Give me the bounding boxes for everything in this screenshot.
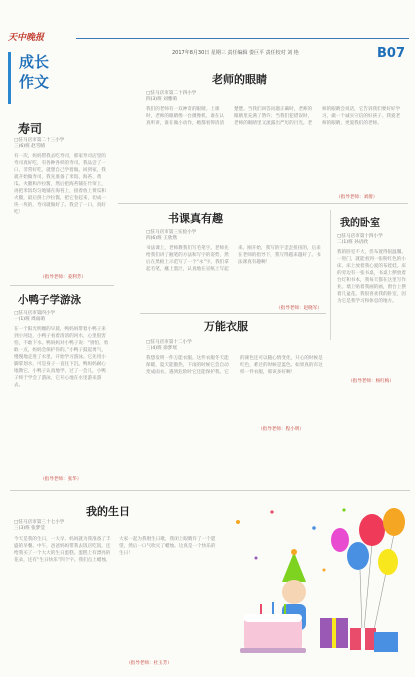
article-title-kaleidoscope: 万能衣服 xyxy=(204,320,248,333)
article-byline-teacher-eyes: □驻马店市第二十四小学 四(3)班 刘雅萌 xyxy=(146,91,197,102)
article-title-bookshelf: 书课真有趣 xyxy=(168,212,223,225)
balloons-decoration xyxy=(331,508,405,630)
article-title-duck: 小鸭子学游泳 xyxy=(18,294,81,306)
article-title-shousi: 寿司 xyxy=(18,122,43,136)
article-body-shousi: 有一次，妈妈带我去吃寿司，那家寿司店里的寿司真好吃，有各种各样的寿司。我品尝了一口，非常好吃，就想自己学着做。回到家，我就开始做寿司，我先准备了米饭、海苔、黄瓜、火腿和沙拉酱，然后把海苔铺在竹帘上，再把米饭均匀地铺在海苔上，接着放上黄瓜和火腿，最后挤上沙拉酱，把它卷起来，切成一块一块的，寿司就做好了。我尝了一口，真好吃！ xyxy=(14,154,106,215)
article-teacher-bedroom: （指导老师：杨红梅） xyxy=(348,379,394,384)
article-byline-birthday: □驻马店市第三十七小学 三(3)班 张梦莹 xyxy=(14,520,65,531)
article-body-teacher-eyes: 我们的老师有一双神奇的眼睛。上课时，老师的眼睛像一台摄像机，谁在认真听讲，谁在做小动作，她都看得清清楚楚。当我们回答问题正确时，老师的眼睛里充满了赞许；当我们犯错误时，老师的眼睛里又流露出严厉的目光。老师的眼睛会说话，它告诉我们要好好学习，做一个诚实守信的好孩子。我爱老师的眼睛，更爱我们的老师。 xyxy=(146,107,401,126)
section-label xyxy=(8,52,69,104)
page-number: B07 xyxy=(377,46,405,61)
header-rule xyxy=(76,38,409,39)
article-byline-bedroom: □驻马店市第十四小学 二(1)班 孙语欣 xyxy=(337,234,383,245)
gift-boxes-decoration xyxy=(320,618,398,652)
section-label-line-2: 作文 xyxy=(19,73,50,91)
article-teacher-duck: （指导老师：张华） xyxy=(40,477,82,482)
article-body-kaleidoscope: 我想发明一件万能衣服。这件衣服冬天能保暖，夏天能散热，下雨的时候它会自动变成雨衣，遇到危险时它还能保护我。它的颜色还可以随心情变化，开心的时候是红色，难过的时候是蓝色。如果真的有这样一件衣服，那该多好啊！ xyxy=(146,356,323,375)
article-teacher-teacher-eyes: （指导老师：刘倩） xyxy=(336,195,378,200)
section-divider xyxy=(10,490,410,491)
birthday-illustration xyxy=(224,500,408,672)
article-byline-bookshelf: □驻马店市第三实验小学 四(6)班 王欣然 xyxy=(146,230,197,241)
article-title-bedroom: 我的卧室 xyxy=(340,218,380,229)
article-byline-shousi: □驻马店市第二十三小学 三(6)班 赵雪晴 xyxy=(14,138,65,149)
article-teacher-shousi: （指导老师：姜利芳） xyxy=(40,275,86,280)
article-body-birthday: 今天是我的生日，一大早，妈妈就为我准备了丰盛的早餐。中午，爸爸妈妈带我去饭店吃饭，还给我买了一个大大的生日蛋糕。蛋糕上有漂亮的花朵，还有“生日快乐”四个字。我们点上蜡烛，大家一起为我唱生日歌，我闭上眼睛许了一个愿望，然后一口气吹灭了蜡烛。这真是一个快乐的生日！ xyxy=(14,537,216,563)
issue-meta: 2017年8月30日 星期三 责任编辑 娄巨平 责任校对 刘 艳 xyxy=(172,50,299,56)
article-body-bedroom: 我的卧室不大，但布置得很温馨。一进门，就能看到一张粉红色的小床，床上放着我心爱的布娃娃。床的旁边有一张书桌，书桌上摆放着台灯和书本，我每天都在这里写作业。墙上贴着我画的画，窗台上摆着几盆花。我很喜欢我的卧室，因为它是我学习和休息的地方。 xyxy=(337,250,406,304)
section-divider xyxy=(140,313,326,314)
newspaper-logo: 天中晚报 xyxy=(8,33,45,43)
article-byline-duck: □驻马店市第四小学 一(1)班 周雨萌 xyxy=(14,311,56,322)
section-label-line-1: 成长 xyxy=(19,53,50,71)
section-divider xyxy=(118,203,408,204)
article-teacher-birthday: （指导老师：杜玉芳） xyxy=(126,661,172,666)
article-body-duck: 在一个阳光明媚的早晨，鸭妈妈带着小鸭子来到小河边，小鸭子看着清清的河水，心里很害怕，不敢下水。鸭妈妈对小鸭子说：“别怕，勇敢一点，妈妈会保护你的。”小鸭子鼓起勇气，慢慢地走进了水里，开始学习游泳。它先用小脚掌划水，可是身子一直往下沉。鸭妈妈耐心地教它，小鸭子认真地学，过了一会儿，小鸭子终于学会了游泳，它开心地在水里游来游去。 xyxy=(14,327,109,388)
column-divider xyxy=(10,285,114,286)
article-title-teacher-eyes: 老师的眼睛 xyxy=(212,73,267,86)
article-byline-kaleidoscope: □驻马店市第十二小学 三(4)班 徐梦瑶 xyxy=(146,340,192,351)
article-teacher-kaleidoscope: （指导老师：程小明） xyxy=(258,427,304,432)
column-divider xyxy=(330,210,331,340)
article-title-birthday: 我的生日 xyxy=(86,505,130,518)
article-body-bookshelf: 书法课上，老师教我们写毛笔字。老师先给我们讲了握笔的方法和写字的姿势，然后在黑板上示范写了一个“永”字。我们拿起毛笔，蘸上墨汁，认真地在宣纸上写起来。刚开始，我写的字歪歪扭扭的，后来在老师的指导下，我写得越来越好了。书法课真有趣啊！ xyxy=(146,246,321,272)
article-teacher-bookshelf: （指导老师：赵晓军） xyxy=(276,306,322,311)
party-hat-decoration xyxy=(282,549,306,582)
